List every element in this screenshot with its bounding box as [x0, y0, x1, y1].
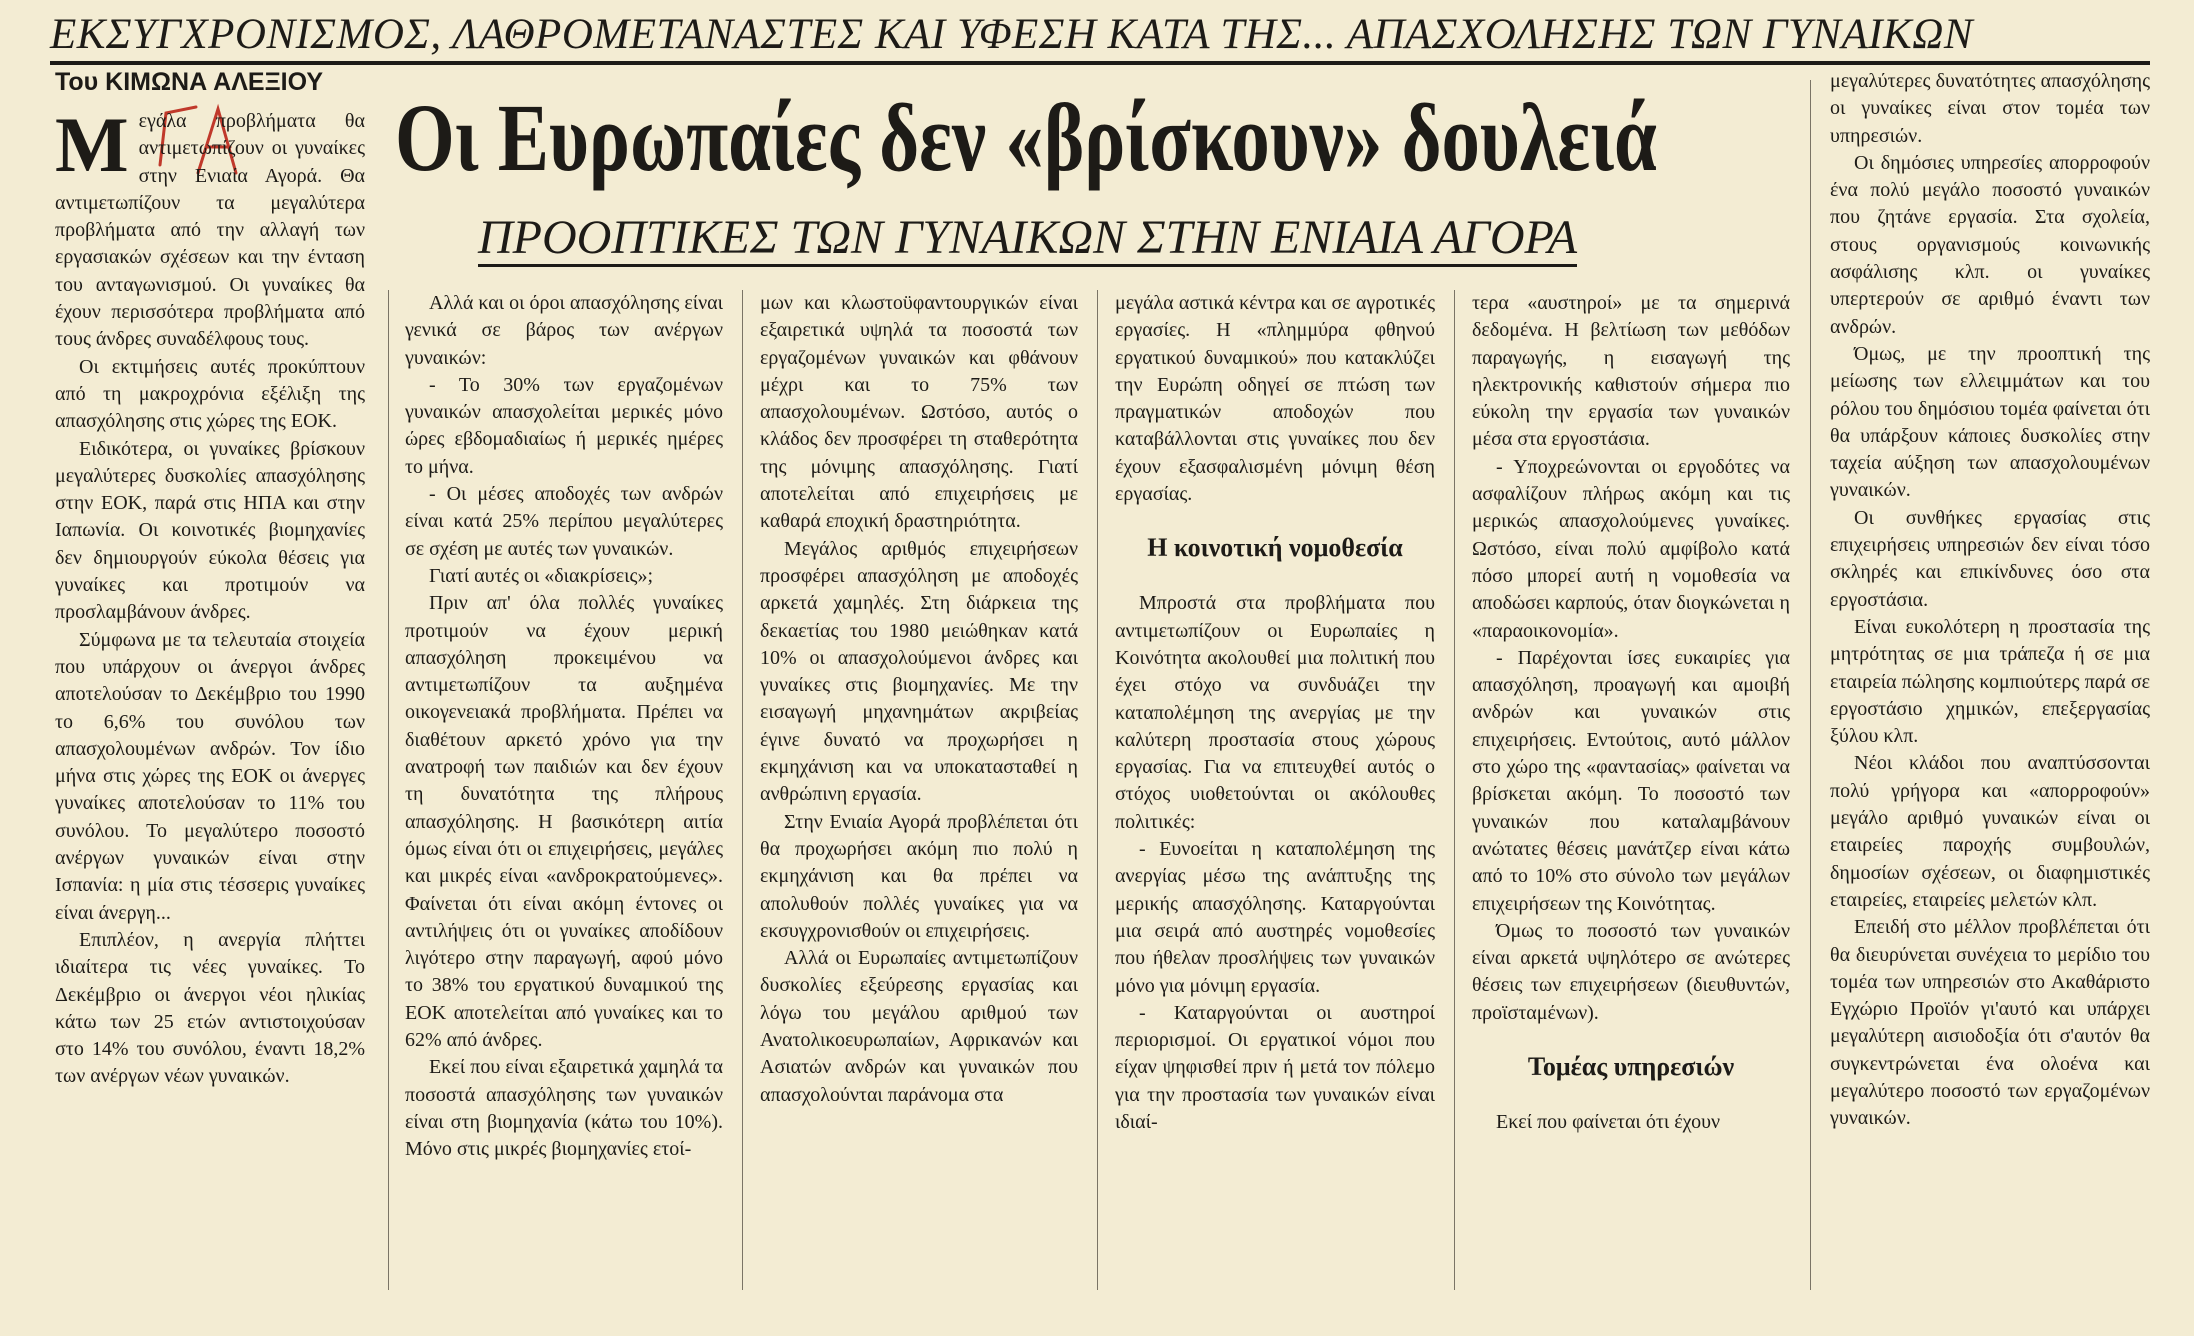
col3-paragraph-2: Μεγάλος αριθμός επιχειρήσεων προσφέρει απασχόληση με αποδοχές αρκετά χαμηλές. Στη διάρκεια της δεκαετίας του 1980 μειώθηκαν κατά 10% οι απασχολούμενοι άνδρες και γυναίκες στις βιομηχανίες. Με την εισαγωγή μηχανημάτων ακριβείας έγινε δυνατό να προχωρήσει η εκμηχάνιση και να υποκατασταθεί η ανθρώπινη εργασία.: [760, 537, 1078, 806]
col4-paragraph-4: - Καταργούνται οι αυστηροί περιορισμοί. Οι εργατικοί νόμοι που είχαν ψηφισθεί πριν ή μετά τον πόλεμο για την προστασία των γυναικών είναι ιδιαί-: [1115, 1001, 1435, 1134]
headline: Οι Ευρωπαίες δεν «βρίσκουν» δουλειά: [395, 84, 1657, 191]
column-rule: [1810, 80, 1811, 1290]
col4-paragraph-1: μεγάλα αστικά κέντρα και σε αγροτικές εργασίες. Η «πλημμύρα φθηνού εργατικού δυναμικού» που κατακλύζει την Ευρώπη οδηγεί σε πτώση των πραγματικών αποδοχών που καταβάλλονται στις γυναίκες που δεν έχουν εξασφαλισμένη μόνιμη θέση εργασίας.: [1115, 292, 1435, 506]
col1-paragraph-2: Οι εκτιμήσεις αυτές προκύπτουν από τη μακροχρόνια εξέλιξη της απασχόλησης στις χώρες της ΕΟΚ.: [55, 355, 365, 433]
col3-paragraph-1: μων και κλωστοϋφαντουργικών είναι εξαιρετικά υψηλά τα ποσοστά των εργαζομένων γυναικών και φθάνουν μέχρι και το 75% των απασχολουμένων. Ωστόσο, αυτός ο κλάδος δεν προσφέρει τη σταθερότητα της μόνιμης απασχόλησης. Γιατί αποτελείται από επιχειρήσεις με καθαρά εποχική δραστηριότητα.: [760, 292, 1078, 533]
col6-paragraph-4: Οι συνθήκες εργασίας στις επιχειρήσεις υπηρεσιών δεν είναι τόσο σκληρές και επικίνδυνες όσο στα εργοστάσια.: [1830, 506, 2150, 611]
col1-paragraph-3: Ειδικότερα, οι γυναίκες βρίσκουν μεγαλύτερες δυσκολίες απασχόλησης στην ΕΟΚ, παρά στις ΗΠΑ και στην Ιαπωνία. Οι κοινοτικές βιομηχανίες δεν δημιουργούν εύκολα θέσεις για γυναίκες και προτιμούν να προσλαμβάνουν άνδρες.: [55, 437, 365, 624]
col6-paragraph-1: μεγαλύτερες δυνατότητες απασχόλησης οι γυναίκες είναι στον τομέα των υπηρεσιών.: [1830, 70, 2150, 147]
col2-paragraph-6: Εκεί που είναι εξαιρετικά χαμηλά τα ποσοστά απασχόλησης των γυναικών είναι στη βιομηχανία (κάτω του 10%). Μόνο στις μικρές βιομηχανίες ετοί-: [405, 1056, 723, 1161]
kicker-title: ΕΚΣΥΓΧΡΟΝΙΣΜΟΣ, ΛΑΘΡΟΜΕΤΑΝΑΣΤΕΣ ΚΑΙ ΥΦΕΣΗ ΚΑΤΑ ΤΗΣ... ΑΠΑΣΧΟΛΗΣΗΣ ΤΩΝ ΓΥΝΑΙΚΩΝ: [50, 10, 2150, 65]
column-3: [760, 290, 1078, 1300]
col5-paragraph-5: Εκεί που φαίνεται ότι έχουν: [1496, 1111, 1721, 1134]
col1-paragraph-5: Επιπλέον, η ανεργία πλήττει ιδιαίτερα τις νέες γυναίκες. Το Δεκέμβριο οι άνεργοι νέοι ηλικίας κάτω των 25 ετών αντιστοιχούσαν στο 14% του συνόλου, έναντι 18,2% των ανέργων νέων γυναικών.: [55, 928, 365, 1088]
column-4: [1115, 290, 1435, 1300]
column-rule: [742, 290, 743, 1290]
col6-paragraph-6: Νέοι κλάδοι που αναπτύσσονται πολύ γρήγορα και «απορροφούν» μεγάλο αριθμό γυναικών είναι οι εταιρείες παροχής συμβουλών, δημοσίων σχέσεων, οι διαφημιστικές εταιρείες, εταιρείες μελετών κλπ.: [1830, 752, 2150, 911]
column-2: [405, 290, 723, 1300]
col5-paragraph-4: Όμως το ποσοστό των γυναικών είναι αρκετά υψηλότερο σε ανώτερες θέσεις των επιχειρήσεων (διευθυντών, προϊσταμένων).: [1472, 919, 1790, 1024]
col5-paragraph-1: τερα «αυστηροί» με τα σημερινά δεδομένα. Η βελτίωση των μεθόδων παραγωγής, η εισαγωγή της ηλεκτρονικής καθιστούν σήμερα πιο εύκολη την εργασία των γυναικών μέσα στα εργοστάσια.: [1472, 292, 1790, 451]
drop-cap: Μ: [55, 108, 129, 188]
col2-paragraph-1: Αλλά και οι όροι απασχόλησης είναι γενικά σε βάρος των ανέργων γυναικών:: [405, 292, 723, 369]
col6-paragraph-5: Είναι ευκολότερη η προστασία της μητρότητας σε μια τράπεζα ή σε μια εταιρεία πώλησης κομπιούτερς παρά σε εργοστάσιο χημικών, επεξεργασίας ξύλου κλπ.: [1830, 615, 2150, 748]
subhead: ΠΡΟΟΠΤΙΚΕΣ ΤΩΝ ΓΥΝΑΙΚΩΝ ΣΤΗΝ ΕΝΙΑΙΑ ΑΓΟΡΑ: [478, 212, 1577, 267]
col5-paragraph-2: - Υποχρεώνονται οι εργοδότες να ασφαλίζουν πλήρως ακόμη και τις μερικώς απασχολούμενες γυναίκες. Ωστόσο, είναι πολύ αμφίβολο κατά πόσο μπορεί αυτή η νομοθεσία να αποδώσει καρπούς, όταν διογκώνεται η «παραοικονομία».: [1472, 455, 1790, 642]
column-5: [1472, 290, 1790, 1300]
column-rule: [388, 290, 389, 1290]
col6-paragraph-2: Οι δημόσιες υπηρεσίες απορροφούν ένα πολύ μεγάλο ποσοστό γυναικών που ζητάνε εργασία. Στα σχολεία, στους οργανισμούς κοινωνικής ασφάλισης κλπ. οι γυναίκες υπερτερούν σε αριθμό έναντι των ανδρών.: [1830, 151, 2150, 338]
col2-paragraph-5: Πριν απ' όλα πολλές γυναίκες προτιμούν να έχουν μερική απασχόληση προκειμένου να αντιμετωπίζουν τα αυξημένα οικογενειακά προβλήματα. Πρέπει να διαθέτουν αρκετό χρόνο για την ανατροφή των παιδιών και δεν έχουν τη δυνατότητα της πλήρους απασχόλησης. Η βασικότερη αιτία όμως είναι ότι οι επιχειρήσεις, μεγάλες και μικρές είναι «ανδροκρατούμενες». Φαίνεται ότι είναι ακόμη έντονες οι αντιλήψεις ότι οι γυναίκες αποδίδουν λιγότερο στην παραγωγή, αφού μόνο το 38% του εργατικού δυναμικού της ΕΟΚ αποτελείται από γυναίκες και το 62% από άνδρες.: [405, 592, 723, 1052]
col3-paragraph-4: Αλλά οι Ευρωπαίες αντιμετωπίζουν δυσκολίες εξεύρεσης εργασίας και λόγω του μεγάλου αριθμού των Ανατολικοευρωπαίων, Αφρικανών και Ασιατών ανδρών και γυναικών που απασχολούνται παράνομα στα: [760, 947, 1078, 1106]
column-1: [55, 108, 365, 1308]
col2-paragraph-2: - Το 30% των εργαζομένων γυναικών απασχολείται μερικές μόνο ώρες εβδομαδιαίως ή μερικές ημέρες το μήνα.: [405, 373, 723, 478]
col5-paragraph-3: - Παρέχονται ίσες ευκαιρίες για απασχόληση, προαγωγή και αμοιβή ανδρών και γυναικών στις επιχειρήσεις. Εντούτοις, αυτό μάλλον στο χώρο της «φαντασίας» φαίνεται να βρίσκεται ακόμη. Το ποσοστό των γυναικών που καταλαμβάνουν ανώτατες θέσεις μανάτζερ είναι κάτω από το 10% στο σύνολο των μεγάλων επιχειρήσεων της Κοινότητας.: [1472, 646, 1790, 915]
col2-paragraph-3: - Οι μέσες αποδοχές των ανδρών είναι κατά 25% περίπου μεγαλύτερες σε σχέση με αυτές των γυναικών.: [405, 483, 723, 560]
col3-paragraph-3: Στην Ενιαία Αγορά προβλέπεται ότι θα προχωρήσει ακόμη πιο πολύ η εκμηχάνιση και θα πρέπει να απολυθούν πολλές γυναίκες για να εκσυγχρονισθούν οι επιχειρήσεις.: [760, 810, 1078, 942]
column-rule: [1454, 290, 1455, 1290]
col6-paragraph-3: Όμως, με την προοπτική της μείωσης των ελλειμμάτων και του ρόλου του δημόσιου τομέα φαίνεται ότι θα υπάρξουν κάποιες δυσκολίες στην ταχεία αύξηση των απασχολουμένων γυναικών.: [1830, 342, 2150, 502]
col1-p1-text: εγάλα προβλήματα θα αντιμετωπίζουν οι γυναίκες στην Ενιαία Αγορά. Θα αντιμετωπίζουν τα μεγαλύτερα προβλήματα από την αλλαγή των εργασιακών σχέσεων και την ένταση του ανταγωνισμού. Οι γυναίκες θα έχουν περισσότερα προβλήματα από τους άνδρες συναδέλφους τους.: [55, 110, 365, 351]
byline: Του ΚΙΜΩΝΑ ΑΛΕΞΙΟΥ: [55, 68, 324, 96]
col4-paragraph-2: Μπροστά στα προβλήματα που αντιμετωπίζουν οι Ευρωπαίες η Κοινότητα ακολουθεί μια πολιτική που έχει στόχο να συνδυάζει την καταπολέμηση της ανεργίας με την καλύτερη προστασία στους χώρους εργασίας. Για να επιτευχθεί αυτός ο στόχος υιοθετούνται οι ακόλουθες πολιτικές:: [1115, 592, 1435, 833]
col1-paragraph-4: Σύμφωνα με τα τελευταία στοιχεία που υπάρχουν οι άνεργοι άνδρες αποτελούσαν το Δεκέμβριο του 1990 το 6,6% του συνόλου των απασχολουμένων ανδρών. Τον ίδιο μήνα στις χώρες της ΕΟΚ οι άνεργες γυναίκες αποτελούσαν το 11% του συνόλου. Το μεγαλύτερο ποσοστό ανέργων γυναικών είναι στην Ισπανία: η μία στις τέσσερις γυναίκες είναι άνεργη...: [55, 628, 365, 924]
col6-paragraph-7: Επειδή στο μέλλον προβλέπεται ότι θα διευρύνεται συνέχεια το μερίδιο του τομέα των υπηρεσιών στο Ακαθάριστο Εγχώριο Προϊόν γι'αυτό και υπάρχει μεγαλύτερη αισιοδοξία ότι σ'αυτόν θα συγκεντρώνεται ένα ολοένα και μεγαλύτερο ποσοστό των εργαζομένων γυναικών.: [1830, 916, 2150, 1130]
column-6: [1830, 68, 2150, 1300]
col4-paragraph-3: - Ευνοείται η καταπολέμηση της ανεργίας μέσω της ανάπτυξης της μερικής απασχόλησης. Καταργούνται μια σειρά από αυστηρές νομοθεσίες που ήθελαν προσλήψεις των γυναικών μόνο για μόνιμη εργασία.: [1115, 838, 1435, 997]
section-heading-legislation: Η κοινοτική νομοθεσία: [1147, 533, 1403, 563]
col1-paragraph-1: [55, 108, 365, 354]
section-heading-services: Τομέας υπηρεσιών: [1527, 1052, 1735, 1082]
column-rule: [1097, 290, 1098, 1290]
col2-paragraph-4: Γιατί αυτές οι «διακρίσεις»;: [429, 564, 654, 587]
